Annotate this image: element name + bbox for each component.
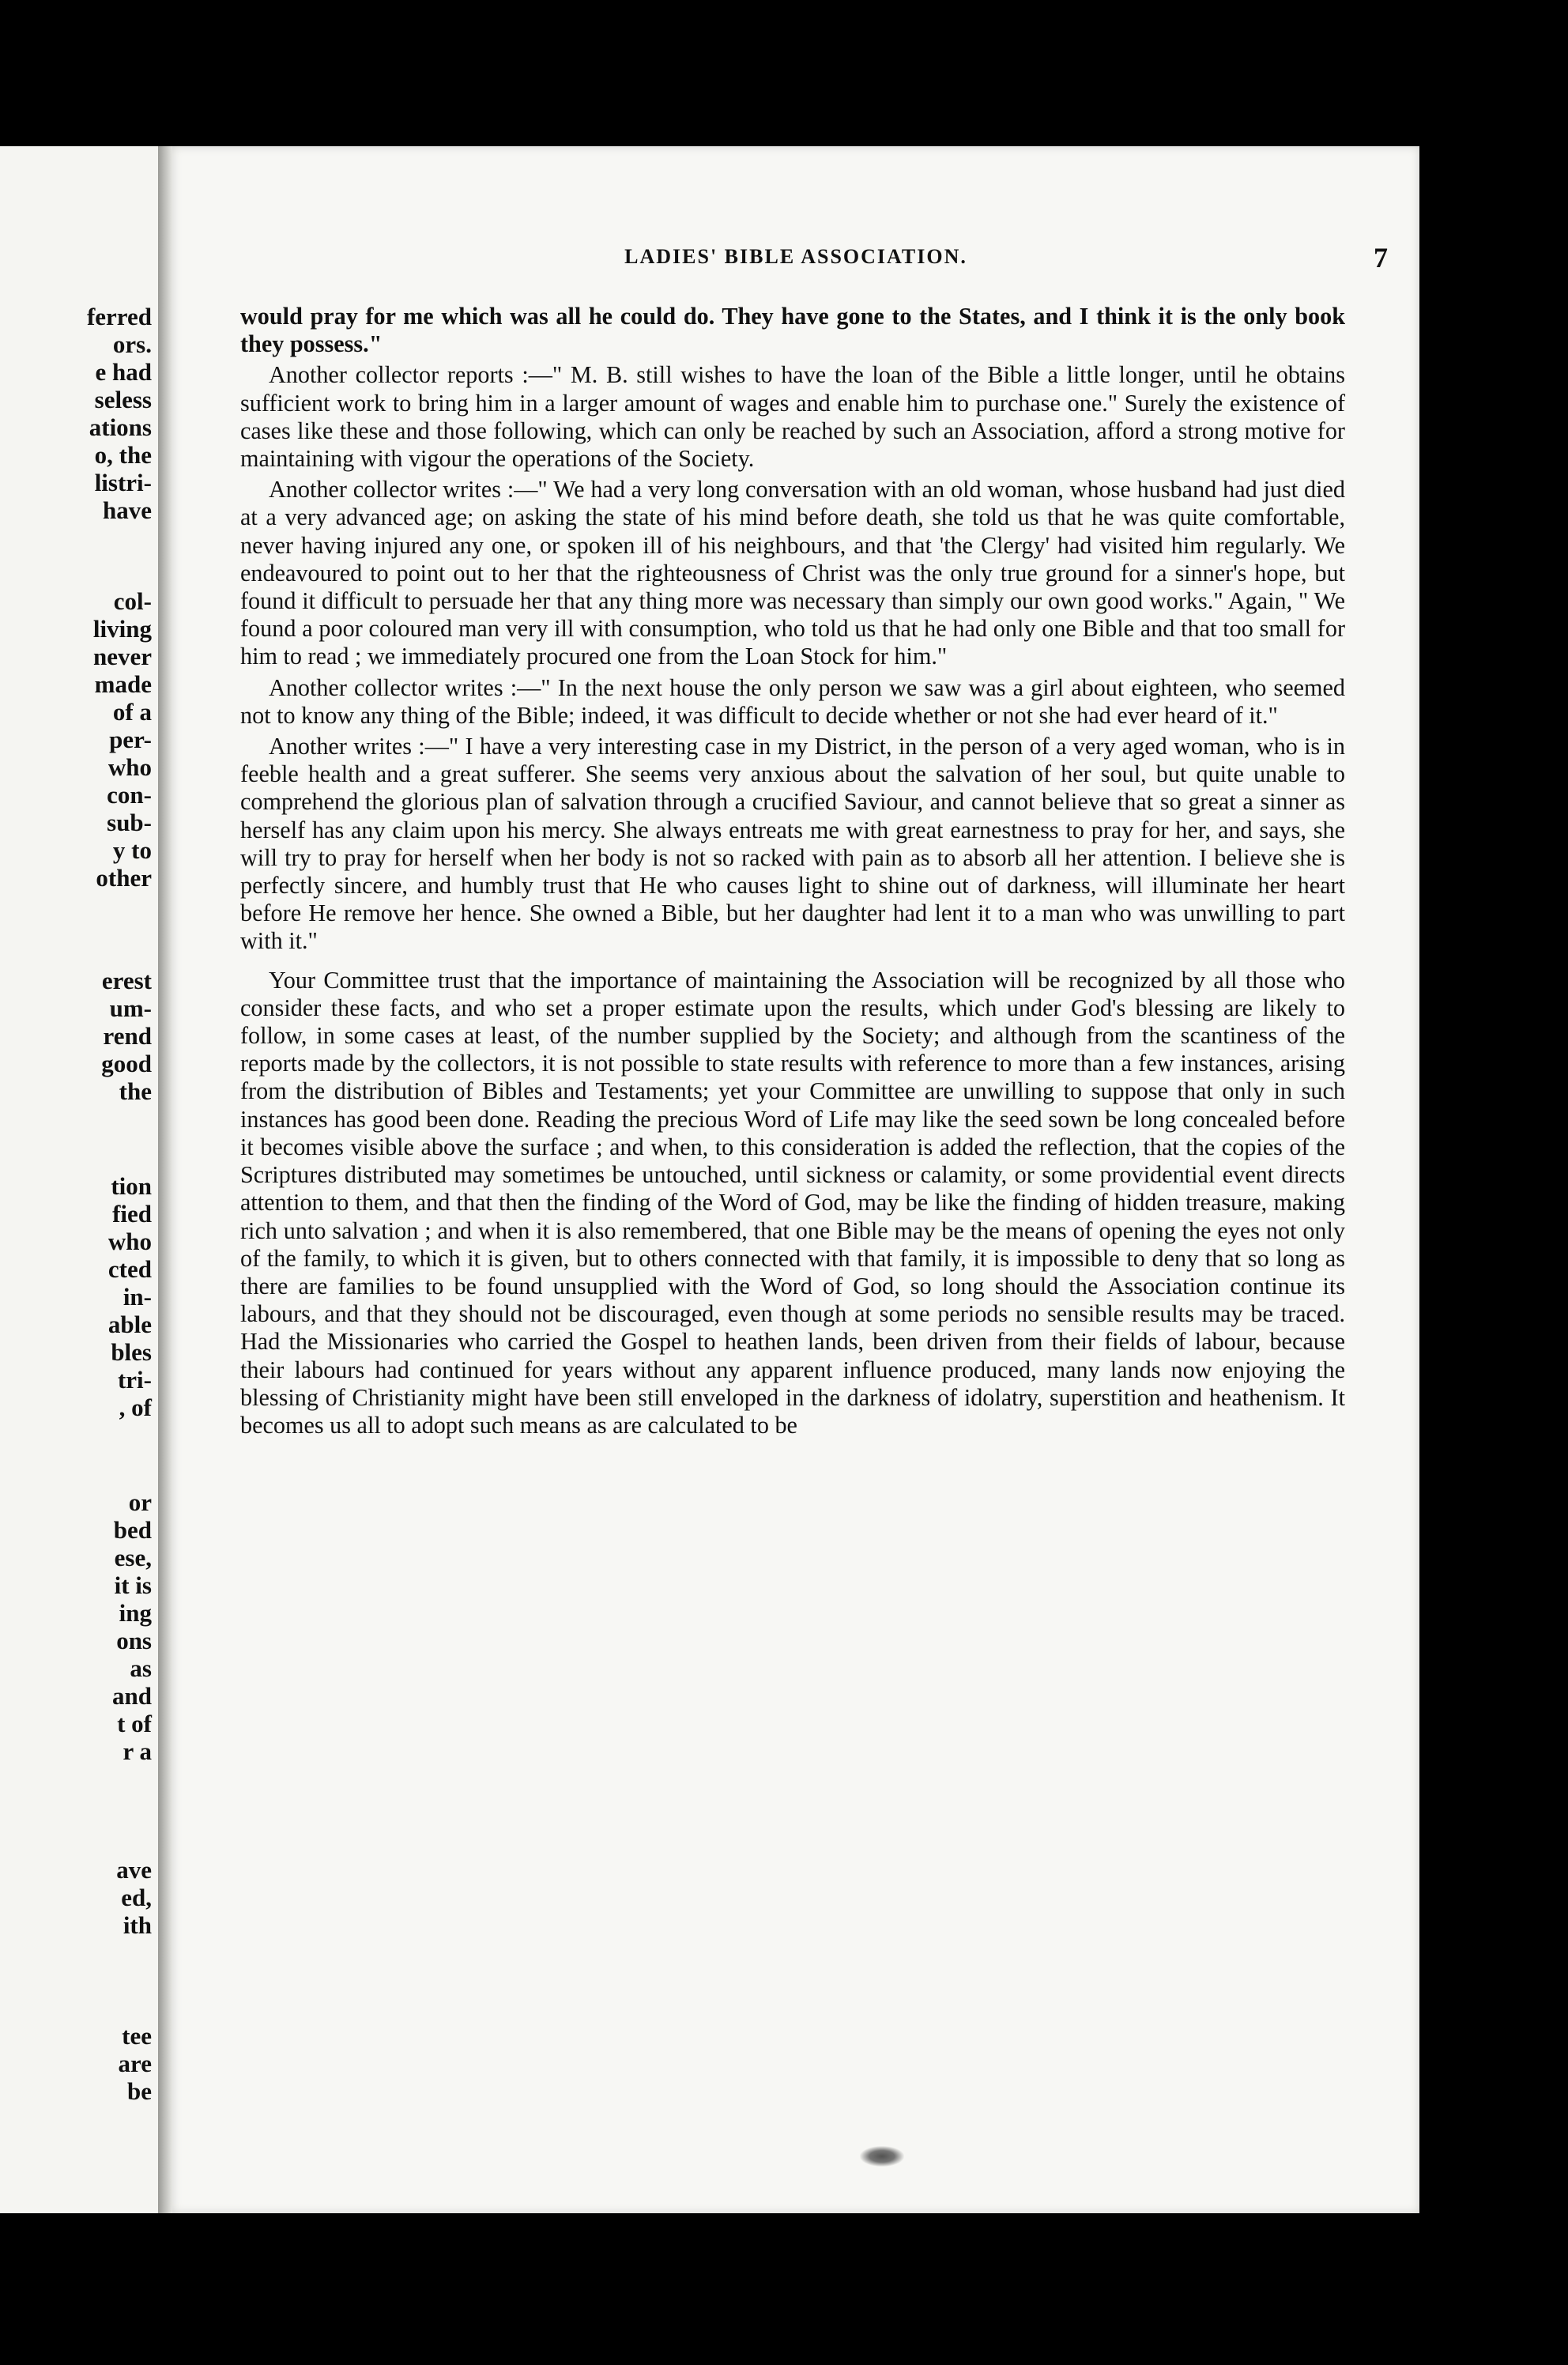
margin-fragment: ons — [116, 1627, 152, 1654]
margin-fragment: seless — [94, 386, 152, 413]
page-number: 7 — [1374, 242, 1388, 273]
margin-fragment: sub- — [107, 809, 152, 836]
paragraph-5: Another writes :—" I have a very interesting case in my District, in the person of a very aged woman, who is in feeble health and a great sufferer. She seems very anxious about the salvation of her soul, but quite unable to comprehend the glorious plan of salvation through a crucified Saviour, and cannot believe that so great a sinner as herself has any claim upon his mercy. She always entreats me with great earnestness to pray for her, and says, she will try to pray for herself when her body is not so racked with pain as to absorb all her attention. I believe she is perfectly sincere, and humbly trust that He who causes light to shine out of darkness, will illuminate her heart before He remove her hence. She owned a Bible, but her daughter had lent it to a man who was unwilling to part with it." — [240, 733, 1345, 955]
margin-fragment: or — [128, 1488, 152, 1516]
margin-fragment: erest — [101, 967, 152, 994]
margin-fragment: made — [94, 670, 152, 698]
margin-fragment: bed — [113, 1516, 152, 1544]
margin-fragment: fied — [112, 1200, 152, 1228]
margin-fragment: who — [107, 753, 152, 781]
margin-fragment: good — [101, 1050, 152, 1077]
margin-fragment: y to — [112, 836, 152, 864]
running-head: LADIES' BIBLE ASSOCIATION. — [624, 245, 967, 268]
margin-fragment: t of — [117, 1710, 152, 1737]
paragraph-4: Another collector writes :—" In the next house the only person we saw was a girl about eighteen, who seemed not to know any thing of the Bible; indeed, it was difficult to decide whether or not she had ever heard of it." — [240, 673, 1345, 729]
margin-fragment: in- — [122, 1283, 152, 1311]
margin-fragment: of a — [112, 698, 152, 726]
margin-fragment: tri- — [117, 1366, 152, 1394]
margin-fragment: ferred — [86, 303, 152, 330]
margin-fragment: ith — [122, 1911, 152, 1939]
margin-fragment: and — [112, 1682, 152, 1710]
margin-fragment: living — [92, 615, 152, 643]
paragraph-6: Your Committee trust that the importance of maintaining the Association will be recognized by all those who consider these facts, and who set a proper estimate upon the results, which under God's blessing are likely to follow, in some cases at least, of the number supplied by the Society; and although from the scantiness of the reports made by the collectors, it is not possible to state results with reference to more than a few instances, arising from the distribution of Bibles and Testaments; yet your Committee are unwilling to suppose that only in such instances has good been done. Reading the precious Word of Life may like the seed sown be long concealed before it becomes visible above the surface ; and when, to this consideration is added the reflection, that the copies of the Scriptures distributed may sometimes be untouched, until sickness or calamity, or some providential event directs attention to them, and that then the finding of the Word of God, may be like the finding of hidden treasure, making rich unto salvation ; and when it is also remembered, that one Bible may be the means of opening the eyes not only of the family, to which it is given, but to others connected with that family, it is impossible to deny that so long as there are families to be found unsupplied with the Word of God, so long should the Association continue its labours, and that they should not be discouraged, even though at some periods no sensible results may be traced. Had the Missionaries who carried the Gospel to heathen lands, been driven from their fields of labour, because their labours had continued for years without any apparent influence produced, many lands now enjoying the blessing of Christianity might have been still enveloped in the darkness of idolatry, superstition and heathenism. It becomes us all to adopt such means as are calculated to be — [240, 966, 1345, 1439]
body-text — [240, 303, 1345, 1443]
margin-fragment: cted — [107, 1255, 152, 1283]
margin-fragment: con- — [107, 781, 152, 809]
margin-fragment: um- — [109, 994, 152, 1022]
margin-fragment: able — [107, 1311, 152, 1338]
facing-page-fragment — [0, 146, 158, 2213]
margin-fragment: , of — [119, 1394, 152, 1421]
margin-fragment: who — [107, 1228, 152, 1255]
margin-fragment: ave — [116, 1856, 152, 1884]
ink-smudge — [860, 2146, 904, 2167]
margin-fragment: ese, — [114, 1544, 152, 1571]
book-gutter — [158, 146, 172, 2213]
margin-fragment: listri- — [94, 469, 152, 496]
margin-fragment: ed, — [121, 1884, 152, 1911]
margin-fragment: other — [96, 864, 152, 892]
document-page — [172, 146, 1419, 2213]
paragraph-2: Another collector reports :—" M. B. still wishes to have the loan of the Bible a little longer, until he obtains sufficient work to bring him in a larger amount of wages and enable him to purchase one." Surely the existence of cases like these and those following, which can only be reached by such an Association, afford a strong motive for maintaining with vigour the operations of the Society. — [240, 361, 1345, 473]
paragraph-3: Another collector writes :—" We had a very long conversation with an old woman, whose husband had just died at a very advanced age; on asking the state of his mind before death, she told us that he was quite comfortable, never having injured any one, or spoken ill of his neighbours, and that 'the Clergy' had visited him regularly. We endeavoured to point out to her that the righteousness of Christ was the only true ground for a sinner's hope, but found it difficult to persuade her that any thing more was necessary than simply our own good works." Again, " We found a poor coloured man very ill with consumption, who told us that he had only one Bible and that too small for him to read ; we immediately procured one from the Loan Stock for him." — [240, 476, 1345, 670]
margin-fragment: ors. — [112, 330, 152, 358]
margin-fragment: rend — [103, 1022, 152, 1050]
margin-fragment: bles — [111, 1338, 152, 1366]
margin-fragment: ing — [119, 1599, 152, 1627]
margin-fragment: are — [118, 2050, 152, 2077]
margin-fragment: e had — [95, 358, 152, 386]
margin-fragment: col- — [113, 587, 152, 615]
margin-fragment: the — [119, 1077, 152, 1105]
margin-fragment: per- — [109, 726, 152, 753]
margin-fragment: it is — [114, 1571, 152, 1599]
margin-fragment: tee — [122, 2022, 152, 2050]
paragraph-1: would pray for me which was all he could do. They have gone to the States, and I think it is the only book they possess." — [240, 303, 1345, 358]
margin-fragment: be — [127, 2077, 152, 2105]
margin-fragment: never — [92, 643, 152, 670]
margin-fragment: o, the — [94, 441, 152, 469]
margin-fragment: as — [130, 1654, 152, 1682]
margin-fragment: ations — [89, 413, 152, 441]
margin-fragment: have — [103, 496, 152, 524]
margin-fragment: r a — [122, 1737, 152, 1765]
margin-fragment: tion — [111, 1172, 152, 1200]
